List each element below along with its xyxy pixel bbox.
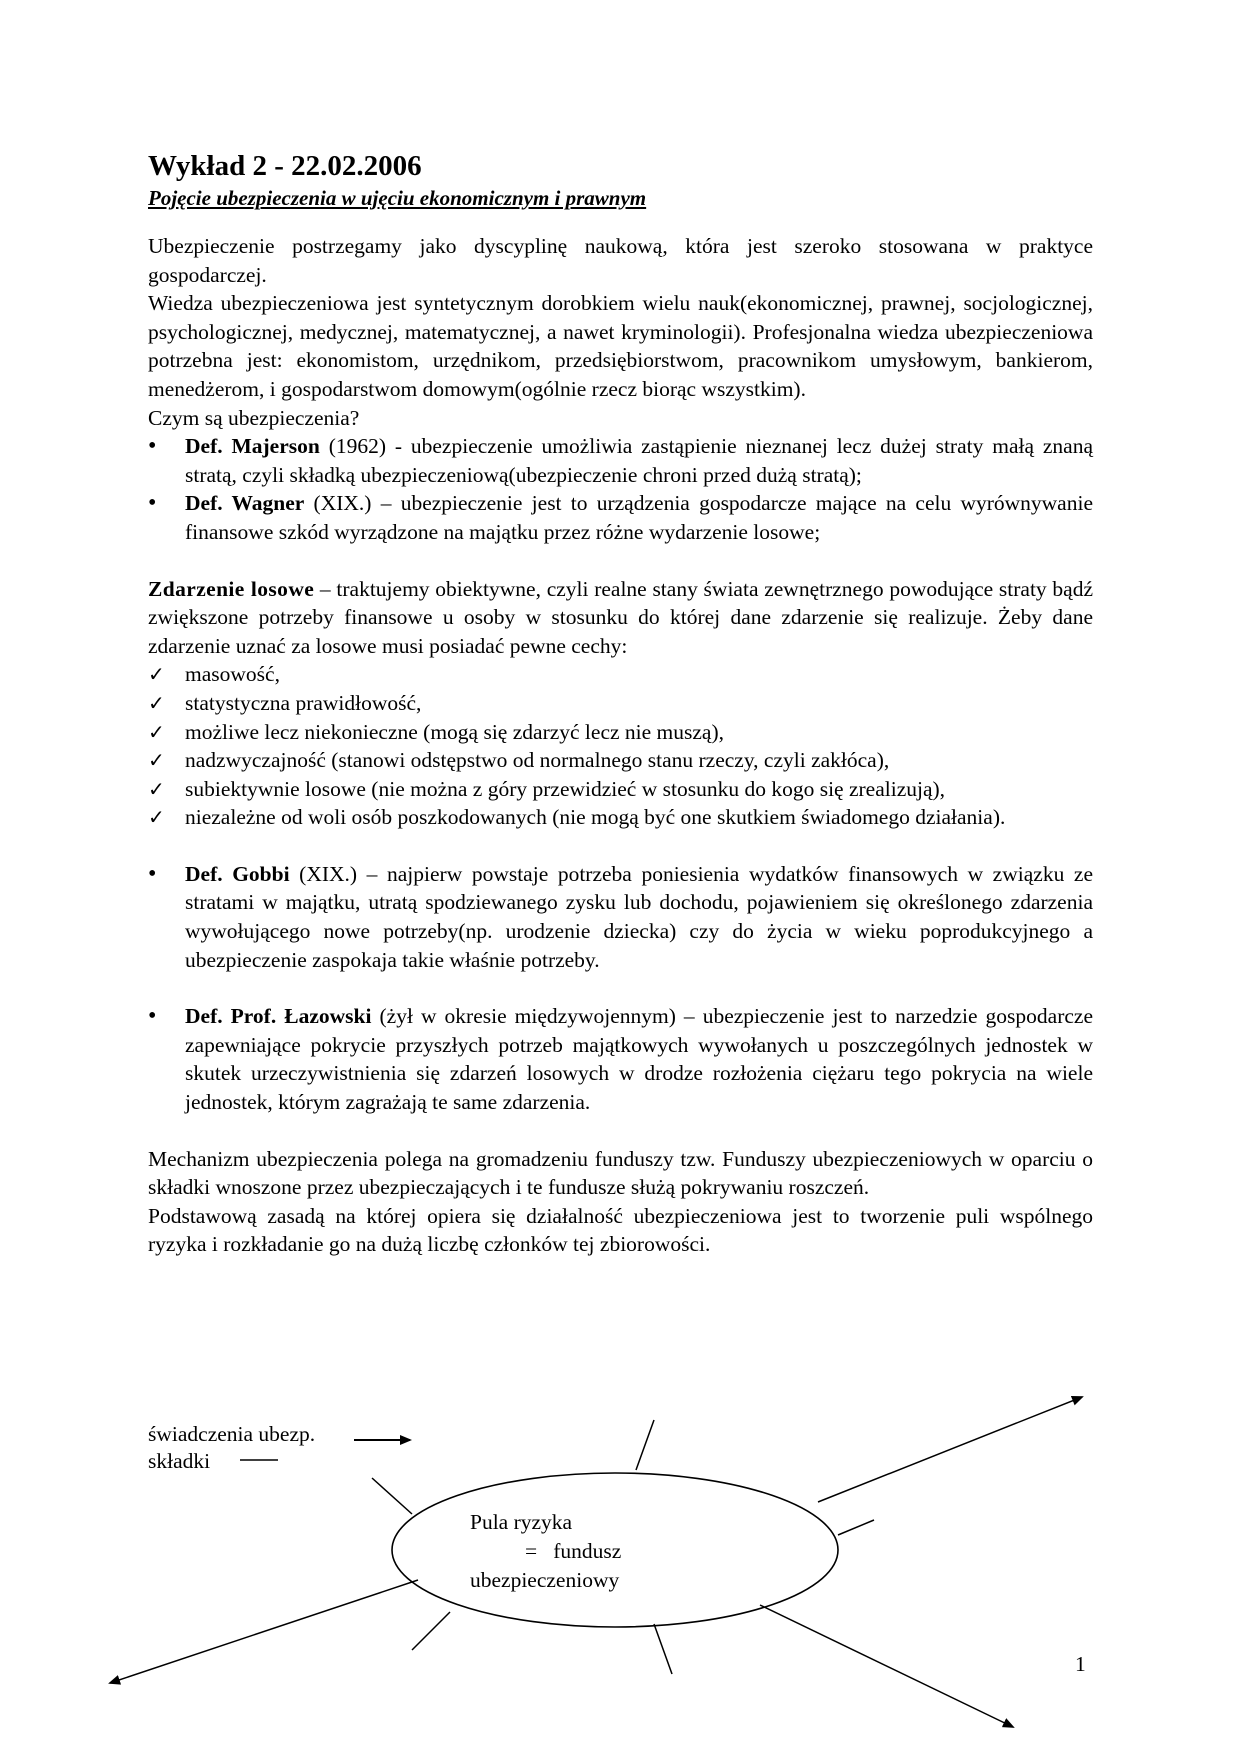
checkmark-icon: ✓ [148, 805, 165, 830]
feature-item: ✓ statystyczna prawidłowość, [148, 689, 1093, 718]
random-event-term: Zdarzenie losowe [148, 576, 315, 601]
feature-item: ✓ możliwe lecz niekonieczne (mogą się zdarzyć lecz nie muszą), [148, 718, 1093, 747]
benefit-arrow-bottom-right [760, 1605, 1013, 1727]
legend-benefits-label: świadczenia ubezp. [148, 1422, 316, 1446]
definition-name: Def. Majerson [185, 434, 320, 459]
mechanism-paragraph-1: Mechanizm ubezpieczenia polega na gromadzeniu funduszy tzw. Funduszy ubezpieczeniowych w oparciu o składki wnoszone przez ubezpieczających i te fundusze służą pokrywaniu roszczeń. [148, 1146, 1093, 1200]
feature-item: ✓ masowość, [148, 660, 1093, 689]
benefit-arrow-left [110, 1580, 418, 1683]
checkmark-icon: ✓ [148, 776, 165, 801]
definition-name: Def. Wagner [185, 491, 305, 516]
definition-text: (żył w okresie międzywojennym) – ubezpieczenie jest to narzedzie gospodarcze zapewniające pokrycie przyszłych potrzeb majątkowych wywołanych u poszczególnych jednostek w skutek urzeczywistnienia się zdarzeń losowych w drodze rozłożenia ciężaru tego pokrycia na wiele jednostek, którym zagrażają te same zdarzenia. [185, 1004, 1093, 1115]
pool-label-line-3: ubezpieczeniowy [470, 1568, 620, 1592]
intro-question: Czym są ubezpieczenia? [148, 405, 360, 430]
checkmark-icon: ✓ [148, 719, 165, 744]
premium-line-bottom [654, 1624, 672, 1674]
definition-text: (XIX.) – ubezpieczenie jest to urządzenia gospodarcze mające na celu wyrównywanie finansowe szkód wyrządzone na majątku przez różne wydarzenie losowe; [185, 491, 1093, 544]
definition-name: Def. Prof. Łazowski [185, 1004, 372, 1029]
random-event-text: – traktujemy obiektywne, czyli realne stany świata zewnętrznego powodujące straty bądź zwiększone potrzeby finansowe u osoby w stosunku do której dane zdarzenie się realizuje. Żeby dane zdarzenie uznać za losowe musi posiadać pewne cechy: [148, 576, 1094, 658]
legend-premiums-label: składki [148, 1449, 211, 1473]
premium-line-right [838, 1520, 874, 1535]
page-title: Wykład 2 - 22.02.2006 [148, 150, 422, 182]
premium-line-top [636, 1420, 654, 1470]
intro-paragraph-1: Ubezpieczenie postrzegamy jako dyscyplinę naukową, która jest szeroko stosowana w praktyce gospodarczej. [148, 234, 1093, 287]
definition-text: (1962) - ubezpieczenie umożliwia zastąpienie nieznanej lecz dużej straty małą znaną stratą, czyli składką ubezpieczeniową(ubezpieczenie chroni przed dużą stratą); [185, 434, 1093, 487]
pool-label-line-2: = fundusz [525, 1539, 622, 1563]
premium-line-bottom-left [412, 1612, 450, 1650]
pool-label-line-1: Pula ryzyka [470, 1510, 573, 1534]
intro-paragraph-2: Wiedza ubezpieczeniowa jest syntetycznym dorobkiem wielu nauk(ekonomicznej, prawnej, socjologicznej, psychologicznej, medycznej, matematycznej, a nawet kryminologii). Profesjonalna wiedza ubezpieczeniowa potrzebna jest: ekonomistom, urzędnikom, przedsiębiorstwom, pracownikom umysłowym, bankierom, menedżerom, i gospodarstwom domowym(ogólnie rzecz biorąc wszystkim). [148, 291, 1093, 401]
checkmark-icon: ✓ [148, 748, 165, 773]
definition-text: (XIX.) – najpierw powstaje potrzeba poniesienia wydatków finansowych w związku ze stratami w majątku, utratą spodziewanego zysku lub dochodu, pojawieniem się określonego zdarzenia wywołującego nowe potrzeby(np. urodzenie dziecka) czy do życia w wieku poprodukcyjnego a ubezpieczenie zaspokaja takie właśnie potrzeby. [185, 861, 1093, 972]
checkmark-icon: ✓ [148, 690, 165, 715]
premium-line-top-left [372, 1478, 412, 1514]
benefit-arrow-top-right [818, 1397, 1082, 1502]
checkmark-icon: ✓ [148, 662, 165, 687]
feature-item: ✓ subiektywnie losowe (nie można z góry przewidzieć w stosunku do kogo się zrealizują), [148, 775, 1093, 804]
feature-item: ✓ niezależne od woli osób poszkodowanych (nie mogą być one skutkiem świadomego działania). [148, 803, 1093, 832]
page-subtitle: Pojęcie ubezpieczenia w ujęciu ekonomicznym i prawnym [148, 186, 647, 210]
page-number: 1 [1075, 1652, 1086, 1676]
feature-item: ✓ nadzwyczajność (stanowi odstępstwo od normalnego stanu rzeczy, czyli zakłóca), [148, 746, 1093, 775]
definition-name: Def. Gobbi [185, 861, 290, 886]
mechanism-paragraph-2: Podstawową zasadą na której opiera się działalność ubezpieczeniowa jest to tworzenie puli wspólnego ryzyka i rozkładanie go na dużą liczbę członków tej zbiorowości. [148, 1203, 1093, 1257]
